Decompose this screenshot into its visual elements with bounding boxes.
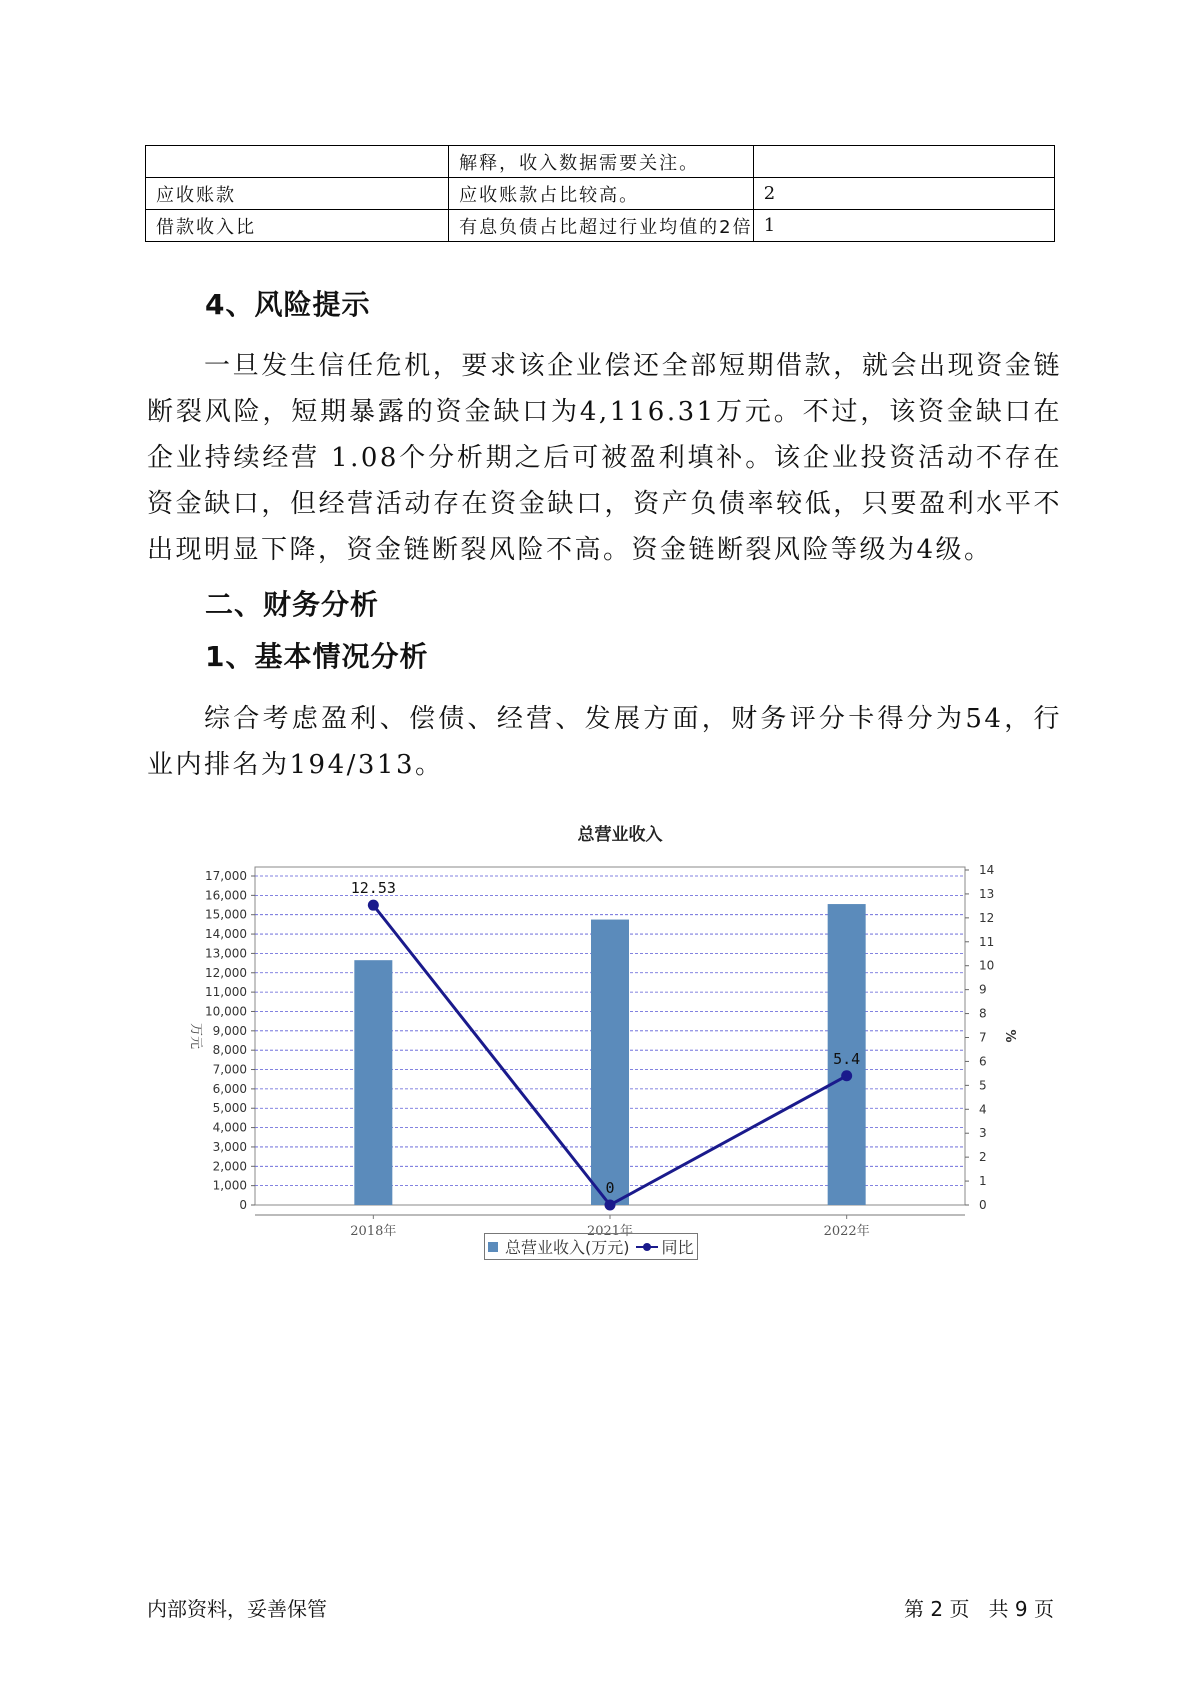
risk-paragraph: 一旦发生信任危机，要求该企业偿还全部短期借款，就会出现资金链断裂风险，短期暴露的资金缺口为4,116.31万元。不过，该资金缺口在企业持续经营 1.08个分析期之后可被盈利填补。该企业投资活动不存在资金缺口，但经营活动存在资金缺口，资产负债率较低，只要盈利水平不出现明显下降，资金链断裂风险不高。资金链断裂风险等级为4级。 (147, 351, 1062, 565)
y-tick-label: 0 (239, 1198, 247, 1212)
y-tick-label: 11,000 (205, 985, 247, 1000)
bar (591, 920, 629, 1205)
table-cell: 2 (753, 178, 1054, 210)
y-tick-label: 13,000 (205, 946, 247, 961)
footer-page-number: 第 2 页 共 9 页 (904, 1597, 1054, 1621)
y-tick-label: 8,000 (212, 1043, 247, 1058)
risk-heading: 4、风险提示 (205, 288, 371, 321)
y-tick-label: 3,000 (212, 1139, 247, 1154)
legend-bar-swatch (488, 1242, 498, 1252)
y-tick-label: 9,000 (212, 1023, 247, 1038)
indicator-table (145, 145, 1055, 242)
basic-analysis-paragraph: 综合考虑盈利、偿债、经营、发展方面，财务评分卡得分为54，行业内排名为194/313。 (147, 704, 1062, 780)
data-label: 12.53 (350, 879, 396, 898)
y-tick-label: 10,000 (205, 1004, 247, 1019)
bar (354, 960, 392, 1205)
y-tick-label: 7,000 (212, 1062, 247, 1077)
y2-tick-label: 2 (979, 1150, 987, 1165)
line-point (368, 900, 379, 911)
y2-tick-label: 5 (979, 1078, 987, 1093)
data-label: 0 (605, 1179, 615, 1197)
table-cell: 1 (753, 210, 1054, 242)
legend-line-swatch (636, 1241, 658, 1253)
y2-tick-label: 14 (979, 863, 995, 877)
table-cell: 有息负债占比超过行业均值的2倍 (449, 210, 754, 242)
y2-tick-label: 8 (979, 1006, 987, 1021)
y-axis-label: 万元 (188, 1022, 203, 1050)
table-cell (146, 146, 449, 178)
y2-tick-label: 10 (979, 958, 995, 973)
x-tick-label: 2022年 (823, 1224, 870, 1239)
y2-tick-label: 11 (979, 934, 995, 949)
y-tick-label: 14,000 (205, 927, 247, 942)
y2-tick-label: 0 (979, 1198, 987, 1212)
x-tick-label: 2021年 (586, 1224, 634, 1239)
legend-line-label: 同比 (661, 1238, 694, 1257)
y-tick-label: 16,000 (205, 888, 247, 903)
revenue-chart (170, 800, 1017, 1260)
y-tick-label: 12,000 (205, 965, 247, 980)
table-cell (753, 146, 1054, 178)
y-tick-label: 4,000 (212, 1120, 247, 1135)
y-tick-label: 6,000 (212, 1081, 247, 1096)
table-cell: 借款收入比 (146, 210, 449, 242)
y2-tick-label: 1 (979, 1174, 987, 1189)
y-tick-label: 15,000 (205, 907, 247, 922)
table-cell: 解释，收入数据需要关注。 (449, 146, 754, 178)
line-point (841, 1070, 852, 1081)
y2-tick-label: 4 (979, 1102, 987, 1117)
y-tick-label: 17,000 (205, 869, 247, 883)
y-tick-label: 2,000 (212, 1159, 247, 1174)
table-row (146, 146, 1055, 178)
table-cell: 应收账款占比较高。 (449, 178, 754, 210)
table-cell: 应收账款 (146, 178, 449, 210)
y2-tick-label: 6 (979, 1054, 987, 1069)
x-tick-label: 2018年 (350, 1224, 397, 1239)
chart-title: 总营业收入 (577, 825, 663, 845)
data-label: 5.4 (833, 1049, 861, 1068)
y2-tick-label: 9 (979, 982, 987, 997)
y-tick-label: 1,000 (212, 1178, 247, 1193)
legend-bar-label: 总营业收入(万元) (505, 1238, 630, 1257)
basic-analysis-heading: 1、基本情况分析 (205, 640, 429, 673)
line-point (605, 1200, 616, 1211)
y-tick-label: 5,000 (212, 1101, 247, 1116)
chart-legend (484, 1233, 698, 1260)
chart-canvas (170, 800, 1017, 1239)
table-row (146, 210, 1055, 242)
y2-tick-label: 12 (979, 910, 995, 925)
finance-heading: 二、财务分析 (205, 588, 380, 621)
table-row (146, 178, 1055, 210)
y2-axis-label: % (1002, 1029, 1017, 1043)
y2-tick-label: 13 (979, 886, 995, 901)
footer-confidential: 内部资料，妥善保管 (147, 1597, 327, 1621)
y2-tick-label: 3 (979, 1126, 987, 1141)
y2-tick-label: 7 (979, 1030, 987, 1045)
